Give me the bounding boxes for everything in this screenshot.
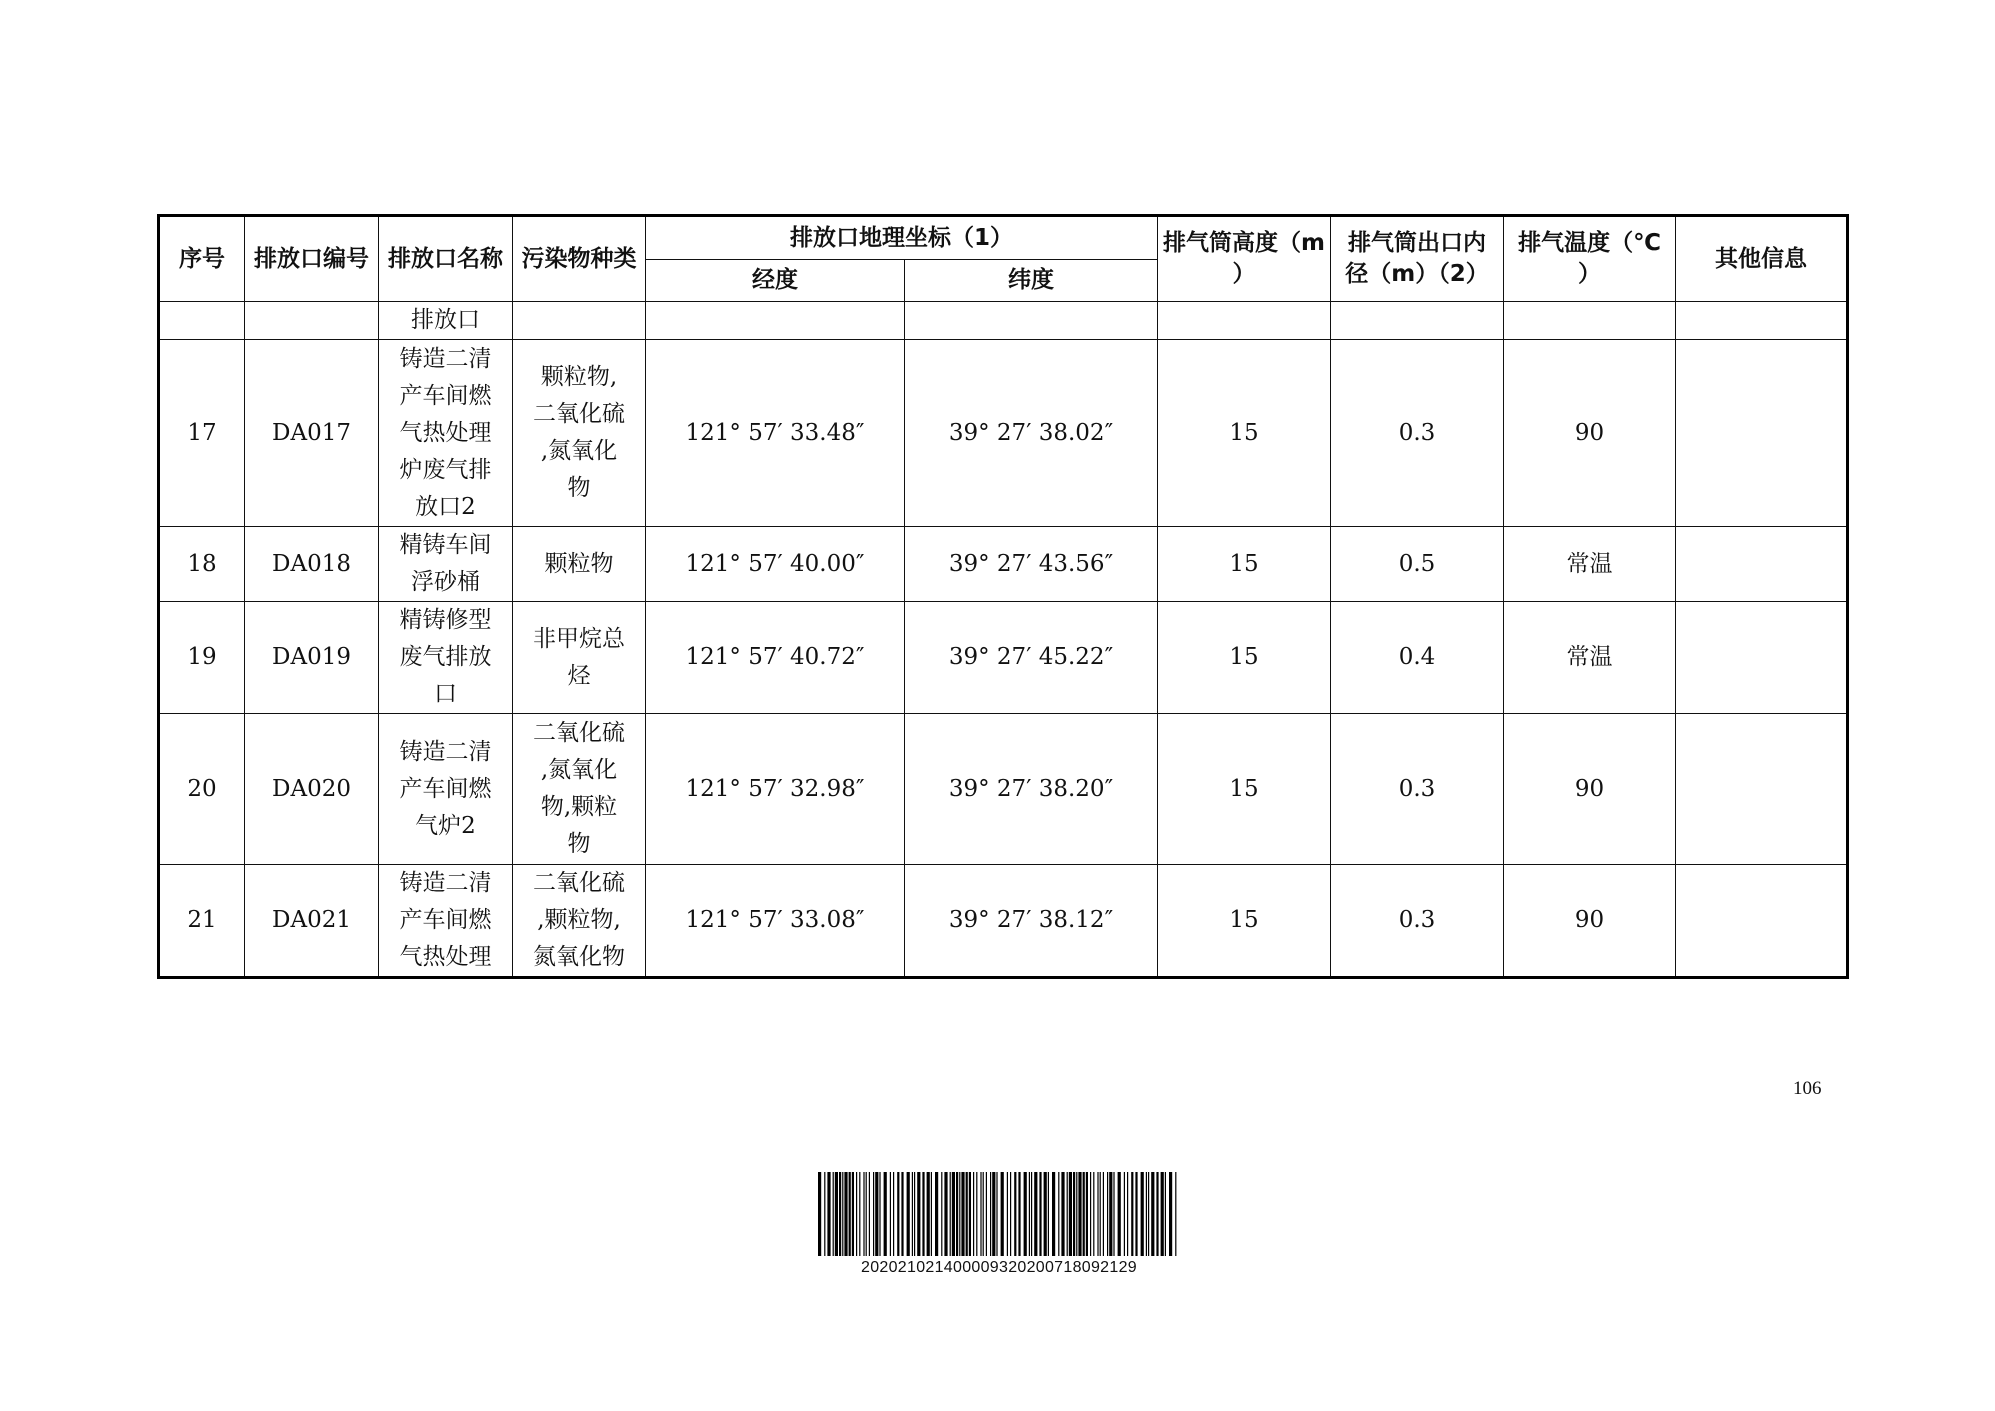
cell-name: 精铸修型 废气排放 口	[379, 602, 513, 714]
barcode-bar	[859, 1172, 860, 1256]
cell-diameter	[1331, 302, 1504, 340]
barcode-bar	[1148, 1172, 1149, 1256]
barcode-bar	[1169, 1172, 1172, 1256]
cell-height: 15	[1158, 602, 1331, 714]
barcode-bar	[1165, 1172, 1166, 1256]
table-row-continuation	[159, 302, 1848, 340]
cell-seq: 21	[159, 865, 245, 978]
barcode-bar	[1100, 1172, 1101, 1256]
barcode-bar	[1044, 1172, 1047, 1256]
barcode-bar	[969, 1172, 971, 1256]
barcode-bar	[842, 1172, 843, 1256]
barcode-bar	[996, 1172, 997, 1256]
barcode-bar	[931, 1172, 932, 1256]
barcode-bar	[1024, 1172, 1027, 1256]
emission-outlet-table	[157, 214, 1849, 979]
barcode-bar	[1107, 1172, 1108, 1256]
cell-other	[1676, 340, 1848, 527]
header-exhaust-temp: 排气温度（℃ ）	[1504, 216, 1676, 302]
barcode-bar	[973, 1172, 974, 1256]
cell-seq: 18	[159, 527, 245, 602]
cell-code: DA018	[245, 527, 379, 602]
barcode-bar	[922, 1172, 924, 1256]
barcode-bar	[1073, 1172, 1075, 1256]
barcode-bar	[917, 1172, 920, 1256]
table-row	[159, 714, 1848, 865]
cell-longitude: 121° 57′ 32.98″	[646, 714, 905, 865]
cell-pollutants: 二氧化硫 ,颗粒物, 氮氧化物	[513, 865, 646, 978]
barcode-bar	[1109, 1172, 1112, 1256]
cell-other	[1676, 714, 1848, 865]
cell-latitude	[905, 302, 1158, 340]
cell-temp: 常温	[1504, 602, 1676, 714]
barcode-bar	[959, 1172, 960, 1256]
barcode-bar	[818, 1172, 821, 1256]
barcode-bar	[901, 1172, 903, 1256]
barcode-bar	[1076, 1172, 1077, 1256]
cell-pollutants: 非甲烷总 烃	[513, 602, 646, 714]
barcode-bar	[966, 1172, 968, 1256]
barcode-bar	[890, 1172, 891, 1256]
barcode-bar	[1141, 1172, 1144, 1256]
barcode-bar	[824, 1172, 825, 1256]
cell-height: 15	[1158, 340, 1331, 527]
barcode-bar	[986, 1172, 987, 1256]
cell-height	[1158, 302, 1331, 340]
header-pollutants: 污染物种类	[513, 216, 646, 302]
barcode-bar	[863, 1172, 864, 1256]
cell-longitude: 121° 57′ 33.48″	[646, 340, 905, 527]
cell-seq	[159, 302, 245, 340]
cell-seq: 17	[159, 340, 245, 527]
barcode-bar	[1083, 1172, 1085, 1256]
barcode-bar	[849, 1172, 851, 1256]
cell-name: 铸造二清 产车间燃 气热处理	[379, 865, 513, 978]
cell-pollutants	[513, 302, 646, 340]
cell-other	[1676, 602, 1848, 714]
barcode-bar	[907, 1172, 910, 1256]
barcode-bar	[1131, 1172, 1133, 1256]
cell-name: 精铸车间 浮砂桶	[379, 527, 513, 602]
barcode-bar	[1156, 1172, 1158, 1256]
barcode-bar	[1007, 1172, 1008, 1256]
cell-diameter: 0.3	[1331, 865, 1504, 978]
barcode-bar	[1069, 1172, 1072, 1256]
cell-pollutants: 颗粒物	[513, 527, 646, 602]
header-other-info: 其他信息	[1676, 216, 1848, 302]
barcode-bar	[1010, 1172, 1011, 1256]
barcode-bar	[980, 1172, 981, 1256]
table-row	[159, 340, 1848, 527]
table-row	[159, 602, 1848, 714]
table-header	[159, 216, 1848, 302]
cell-name: 铸造二清 产车间燃 气热处理 炉废气排 放口2	[379, 340, 513, 527]
cell-other	[1676, 527, 1848, 602]
barcode-bar	[990, 1172, 991, 1256]
barcode-bar	[893, 1172, 894, 1256]
barcode-bar	[1052, 1172, 1055, 1256]
barcode-bar	[1127, 1172, 1128, 1256]
emission-outlet-table-container	[157, 214, 1846, 979]
cell-height: 15	[1158, 714, 1331, 865]
cell-latitude: 39° 27′ 38.12″	[905, 865, 1158, 978]
cell-code: DA019	[245, 602, 379, 714]
barcode-bar	[1029, 1172, 1030, 1256]
barcode-bar	[956, 1172, 958, 1256]
header-stack-height: 排气筒高度（m ）	[1158, 216, 1331, 302]
barcode	[818, 1172, 1180, 1256]
barcode-bar	[856, 1172, 857, 1256]
barcode-bar	[992, 1172, 995, 1256]
cell-longitude: 121° 57′ 40.72″	[646, 602, 905, 714]
cell-code	[245, 302, 379, 340]
cell-other	[1676, 302, 1848, 340]
header-seq: 序号	[159, 216, 245, 302]
barcode-bar	[1151, 1172, 1154, 1256]
barcode-bar	[976, 1172, 977, 1256]
barcode-bar	[1058, 1172, 1059, 1256]
cell-longitude	[646, 302, 905, 340]
cell-temp: 90	[1504, 865, 1676, 978]
barcode-bar	[944, 1172, 947, 1256]
barcode-bar	[1039, 1172, 1041, 1256]
barcode-bar	[1146, 1172, 1147, 1256]
barcode-bar	[1097, 1172, 1098, 1256]
barcode-bar	[1061, 1172, 1064, 1256]
header-latitude: 纬度	[905, 260, 1158, 302]
barcode-bar	[884, 1172, 887, 1256]
barcode-bar	[869, 1172, 870, 1256]
barcode-bar	[1031, 1172, 1032, 1256]
barcode-bar	[1086, 1172, 1088, 1256]
header-longitude: 经度	[646, 260, 905, 302]
barcode-bar	[941, 1172, 942, 1256]
barcode-bar	[1103, 1172, 1104, 1256]
header-outlet-diameter: 排气筒出口内 径（m）（2）	[1331, 216, 1504, 302]
cell-other	[1676, 865, 1848, 978]
barcode-bar	[1118, 1172, 1121, 1256]
table-row	[159, 865, 1848, 978]
barcode-bar	[833, 1172, 834, 1256]
barcode-bar	[1018, 1172, 1020, 1256]
cell-temp: 常温	[1504, 527, 1676, 602]
barcode-bar	[961, 1172, 964, 1256]
cell-code: DA017	[245, 340, 379, 527]
barcode-bar	[1078, 1172, 1081, 1256]
barcode-bar	[1124, 1172, 1125, 1256]
barcode-bar	[1090, 1172, 1091, 1256]
cell-height: 15	[1158, 865, 1331, 978]
barcode-bar	[897, 1172, 899, 1256]
cell-latitude: 39° 27′ 38.20″	[905, 714, 1158, 865]
barcode-number: 202021021400009320200718092129	[861, 1259, 1137, 1276]
cell-name: 排放口	[379, 302, 513, 340]
barcode-bar	[1093, 1172, 1094, 1256]
cell-seq: 19	[159, 602, 245, 714]
barcode-bar	[873, 1172, 874, 1256]
cell-pollutants: 颗粒物, 二氧化硫 ,氮氧化 物	[513, 340, 646, 527]
cell-latitude: 39° 27′ 38.02″	[905, 340, 1158, 527]
barcode-bar	[835, 1172, 838, 1256]
barcode-bar	[1014, 1172, 1016, 1256]
barcode-bar	[866, 1172, 867, 1256]
barcode-bar	[950, 1172, 951, 1256]
cell-temp	[1504, 302, 1676, 340]
barcode-bar	[1135, 1172, 1137, 1256]
cell-diameter: 0.3	[1331, 340, 1504, 527]
barcode-bar	[983, 1172, 984, 1256]
cell-code: DA020	[245, 714, 379, 865]
barcode-bar	[935, 1172, 938, 1256]
cell-temp: 90	[1504, 714, 1676, 865]
page-number: 106	[1793, 1078, 1822, 1099]
cell-code: DA021	[245, 865, 379, 978]
cell-diameter: 0.3	[1331, 714, 1504, 865]
table-row	[159, 527, 1848, 602]
barcode-bar	[852, 1172, 854, 1256]
barcode-bar	[1161, 1172, 1164, 1256]
barcode-bar	[1175, 1172, 1176, 1256]
barcode-bar	[1113, 1172, 1114, 1256]
barcode-bar	[1034, 1172, 1037, 1256]
cell-height: 15	[1158, 527, 1331, 602]
cell-diameter: 0.4	[1331, 602, 1504, 714]
header-coordinates: 排放口地理坐标（1）	[646, 216, 1158, 260]
cell-temp: 90	[1504, 340, 1676, 527]
cell-pollutants: 二氧化硫 ,氮氧化 物,颗粒 物	[513, 714, 646, 865]
header-outlet-name: 排放口名称	[379, 216, 513, 302]
barcode-bar	[1067, 1172, 1068, 1256]
cell-seq: 20	[159, 714, 245, 865]
barcode-bar	[879, 1172, 880, 1256]
barcode-bar	[927, 1172, 930, 1256]
cell-latitude: 39° 27′ 43.56″	[905, 527, 1158, 602]
barcode-bar	[952, 1172, 955, 1256]
cell-diameter: 0.5	[1331, 527, 1504, 602]
header-outlet-code: 排放口编号	[245, 216, 379, 302]
table-body	[159, 302, 1848, 978]
barcode-bar	[844, 1172, 847, 1256]
barcode-bar	[839, 1172, 841, 1256]
cell-longitude: 121° 57′ 40.00″	[646, 527, 905, 602]
barcode-bar	[827, 1172, 830, 1256]
barcode-bar	[875, 1172, 878, 1256]
cell-name: 铸造二清 产车间燃 气炉2	[379, 714, 513, 865]
barcode-bar	[1048, 1172, 1049, 1256]
barcode-bar	[912, 1172, 913, 1256]
cell-longitude: 121° 57′ 33.08″	[646, 865, 905, 978]
cell-latitude: 39° 27′ 45.22″	[905, 602, 1158, 714]
barcode-bar	[914, 1172, 915, 1256]
barcode-bar	[1001, 1172, 1004, 1256]
